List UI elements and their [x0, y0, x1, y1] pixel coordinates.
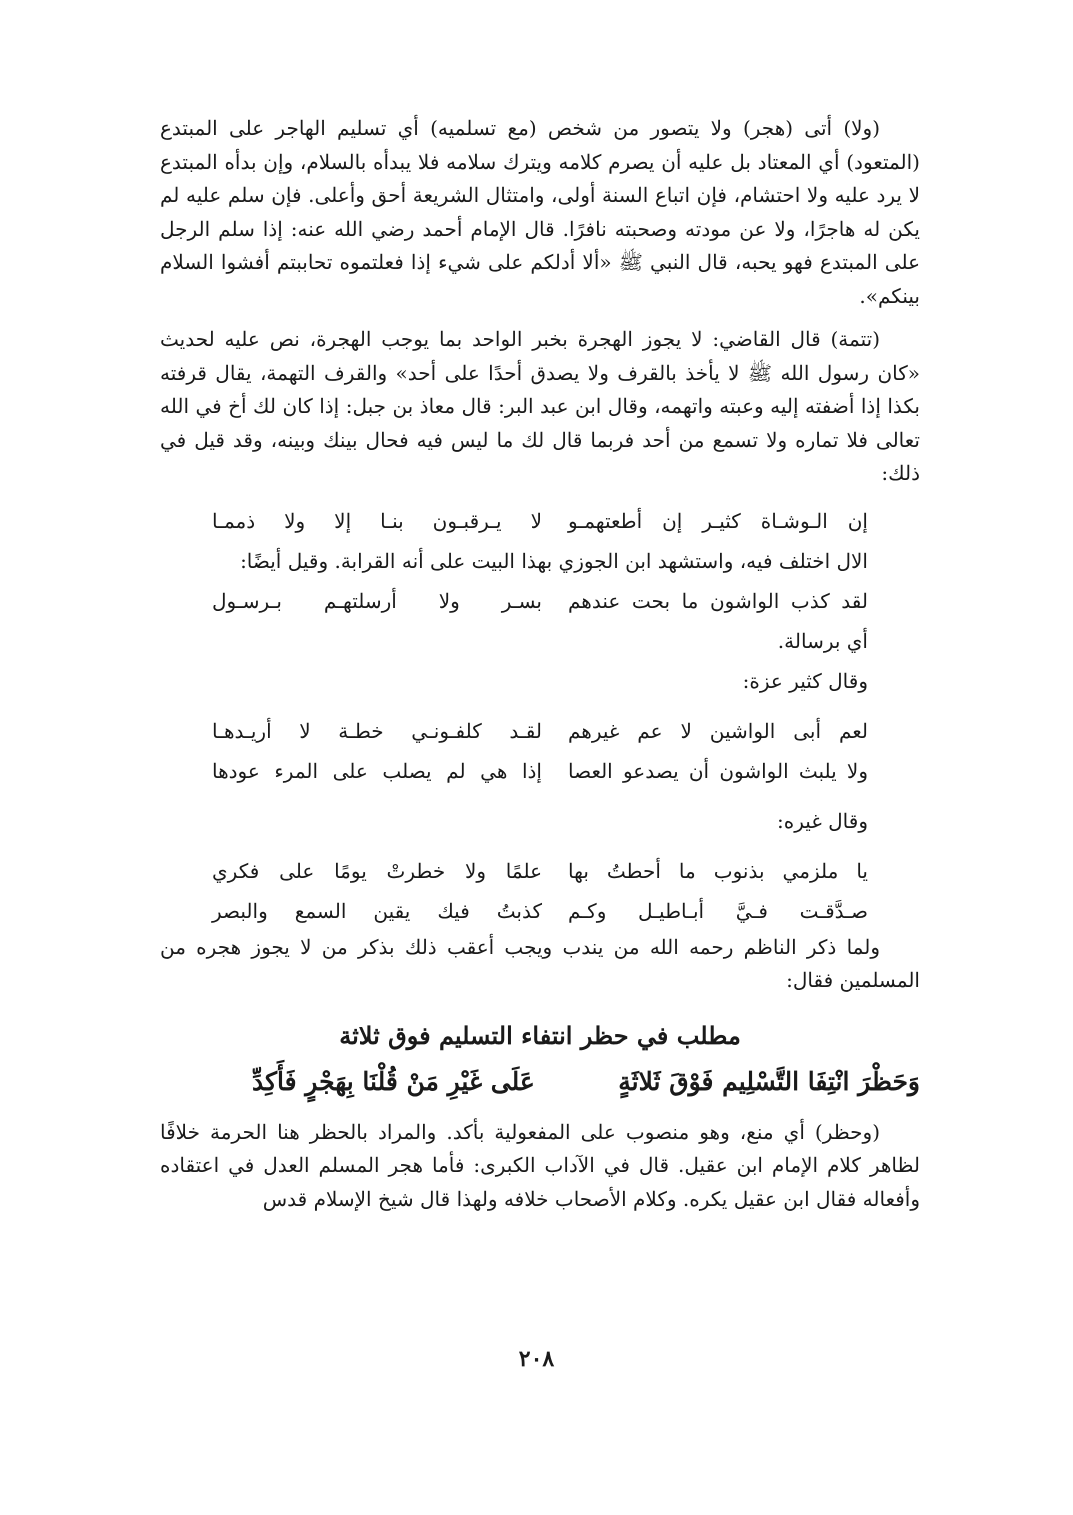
kuthayyir-intro: وقال كثير عزة: — [742, 668, 868, 693]
verse-5-right-hemistich: يا ملزمي بذنوب ما أحطتُ بها — [568, 858, 868, 883]
paragraph-4: (وحظر) أي منع، وهو منصوب على المفعولية بأكد. والمراد بالحظر هنا الحرمة خلافًا لظاهر كلام الإمام ابن عقيل. قال في الآداب الكبرى: فأما هجر المسلم العدل في اعتقاده وأفعاله فقال ابن عقيل يكره. وكلام الأصحاب خلافه ولهذا قال شيخ الإسلام قدس — [160, 1119, 920, 1211]
other-poet-intro: وقال غيره: — [777, 808, 868, 833]
page-number: ٢٠٨ — [518, 1346, 555, 1372]
verse-4 — [160, 751, 920, 791]
verse-6-right-hemistich: صـدَّقـت فـيَّ أبـاطيـل وكـم — [568, 898, 868, 923]
verse-6-left-hemistich: كذبتُ فيك يقين السمع والبصر — [212, 898, 542, 923]
verse-5-left-hemistich: علمًا ولا خطرتْ يومًا على فكري — [212, 858, 542, 883]
paragraph-3: ولما ذكر الناظم رحمه الله من يندب ويجب أعقب ذلك بذكر من لا يجوز هجره من المسلمين فقال: — [160, 934, 920, 992]
main-verse — [160, 1060, 920, 1104]
verse-2-left-hemistich: بسـر ولا أرسلتهـم بـرسـول — [212, 588, 542, 613]
main-verse-left-hemistich: عَلَى غَيْرِ مَنْ قُلْنَا بِهَجْرٍ فَأَكِدِّ — [252, 1066, 535, 1096]
verse-2 — [160, 581, 920, 621]
paragraph-1: (ولا) أتى (هجر) ولا يتصور من شخص (مع تسلميه) أي تسليم الهاجر على المبتدع (المتعود) أي المعتاد بل عليه أن يصرم كلامه ويترك سلامه فلا يبدأه بالسلام، وإن بدأه المبتدع لا يرد عليه ولا احتشام، فإن اتباع السنة أولى، وامتثال الشريعة أحق وأعلى. فإن سلم عليه لم يكن له هاجرًا، ولا عن مودته وصحبته نافرًا. قال الإمام أحمد رضي الله عنه: إذا سلم الرجل على المبتدع فهو يحبه، قال النبي ﷺ «ألا أدلكم على شيء إذا فعلتموه تحاببتم أفشوا السلام بينكم». — [160, 116, 920, 308]
verse-1 — [160, 501, 920, 541]
verse-3-left-hemistich: لقـد كلفـونـي خطـة لا أريـدهـا — [212, 718, 542, 743]
verse-5 — [160, 851, 920, 891]
page-content — [160, 112, 920, 1216]
verse-1-left-hemistich: لا يـرقبـون بنـا إلا ولا ذممـا — [212, 508, 542, 533]
verse-2-right-hemistich: لقد كذب الواشون ما بحت عندهم — [568, 588, 868, 613]
verse-1-right-hemistich: إن الـوشـاة كثيـر إن أطعتهمـو — [568, 508, 868, 533]
verse-1-commentary: الال اختلف فيه، واستشهد ابن الجوزي بهذا البيت على أنه القرابة. وقيل أيضًا: — [240, 548, 868, 573]
verse-4-right-hemistich: ولا يلبث الواشون أن يصدعو العصا — [568, 758, 868, 783]
verse-3-right-hemistich: لعم أبى الواشين لا عم غيرهم — [568, 718, 868, 743]
verse-4-left-hemistich: إذا هي لم يصلب على المرء عودها — [212, 758, 542, 783]
verse-6 — [160, 891, 920, 931]
main-verse-right-hemistich: وَحَظْرَ انْتِفَا التَّسْلِيم فَوْقَ ثَلاثَةٍ — [618, 1066, 920, 1096]
section-heading: مطلب في حظر انتفاء التسليم فوق ثلاثة — [339, 1020, 741, 1050]
paragraph-2: (تتمة) قال القاضي: لا يجوز الهجرة بخبر الواحد بما يوجب الهجرة، نص عليه لحديث «كان رسول الله ﷺ لا يأخذ بالقرف ولا يصدق أحدًا على أحد» والقرف التهمة، يقال قرفته بكذا إذا أضفته إليه وعبته واتهمه، وقال ابن عبد البر: قال معاذ بن جبل: إذا كان لك أخ في الله تعالى فلا تماره ولا تسمع من أحد فربما قال لك ما ليس فيه فحال بينك وبينه، وقد قيل في ذلك: — [160, 327, 921, 485]
verse-2-commentary: أي برسالة. — [777, 628, 868, 653]
verse-3 — [160, 711, 920, 751]
